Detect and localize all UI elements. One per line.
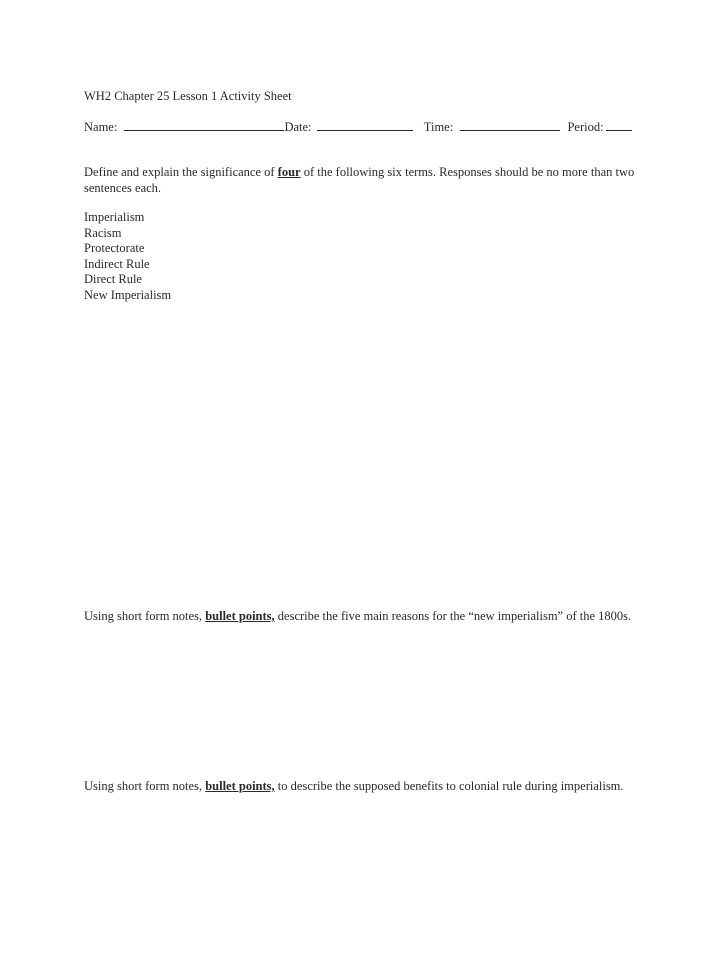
student-info-row [84,119,632,135]
section1-emphasis: four [277,165,301,179]
section1-text-after: of the following six terms. Responses should be no more than two sentences each. [84,165,635,195]
period-blank[interactable] [606,119,632,131]
period-label: Period: [567,120,604,134]
section3-instructions [84,778,644,794]
section3-text-after: to describe the supposed benefits to colonial rule during imperialism. [274,779,624,793]
section3-emphasis: bullet points, [205,779,275,793]
term-item: Racism [84,225,122,240]
section1-text-before: Define and explain the significance of [84,165,278,179]
term-item: Protectorate [84,241,145,256]
section2-text-after: describe the five main reasons for the “new imperialism” of the 1800s. [274,609,632,623]
section1-instructions [84,164,644,196]
section3-text-before: Using short form notes, [84,779,206,793]
date-blank[interactable] [317,119,413,131]
date-label: Date: [284,120,312,134]
term-item: Indirect Rule [84,256,150,271]
time-label: Time: [423,120,454,134]
section2-instructions [84,608,644,624]
section2-text-before: Using short form notes, [84,609,206,623]
term-item: New Imperialism [84,287,172,302]
time-blank[interactable] [460,119,560,131]
worksheet-title: WH2 Chapter 25 Lesson 1 Activity Sheet [84,89,292,103]
name-label: Name: [84,120,118,134]
name-blank[interactable] [124,119,284,131]
term-item: Imperialism [84,210,145,224]
term-item: Direct Rule [84,272,142,287]
section2-emphasis: bullet points, [205,609,275,623]
terms-list [84,210,171,304]
